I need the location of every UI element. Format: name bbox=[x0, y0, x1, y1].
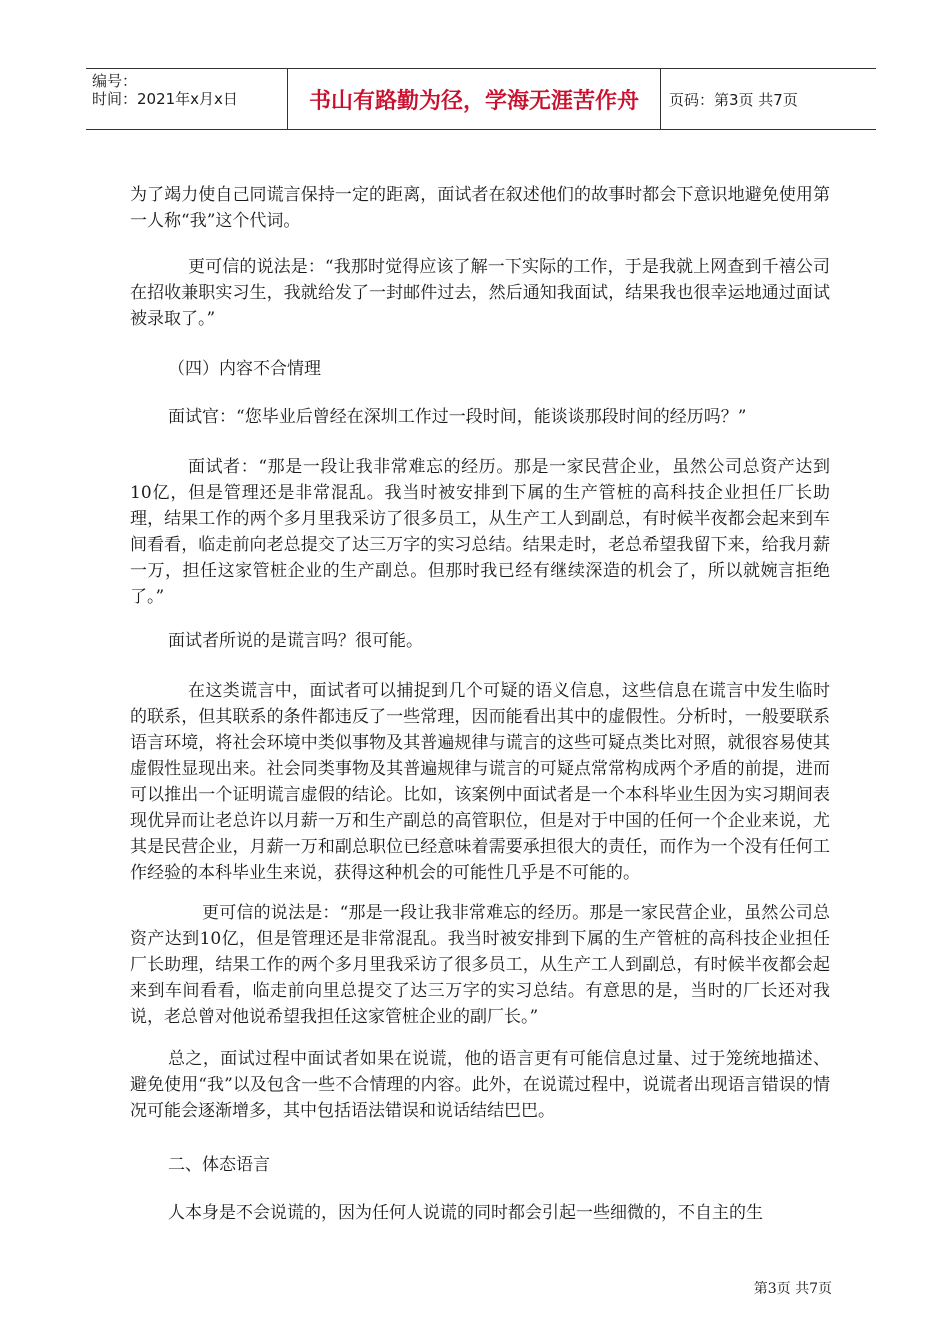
time-label: 时间：2021年x月x日 bbox=[92, 90, 238, 108]
paragraph-interviewer: 面试官：“您毕业后曾经在深圳工作过一段时间，能谈谈那段时间的经历吗？” bbox=[168, 407, 747, 427]
number-label: 编号： bbox=[92, 72, 138, 90]
paragraph-2: 更可信的说法是：“我那时觉得应该了解一下实际的工作，于是我就上网查到千禧公司在招收兼职实习生，我就给发了一封邮件过去，然后通知我面试，结果我也很幸运地通过面试被录取了。” bbox=[130, 257, 830, 329]
section-heading-body-language: 二、体态语言 bbox=[168, 1155, 270, 1175]
paragraph-body-language: 人本身是不会说谎的，因为任何人说谎的同时都会引起一些细微的，不自主的生 bbox=[168, 1203, 763, 1223]
page-header bbox=[86, 68, 876, 130]
paragraph-1: 为了竭力使自己同谎言保持一定的距离，面试者在叙述他们的故事时都会下意识地避免使用第一人称“我”这个代词。 bbox=[130, 185, 830, 231]
header-page-label: 页码：第3页 共7页 bbox=[669, 90, 798, 109]
paragraph-analysis: 在这类谎言中，面试者可以捕捉到几个可疑的语义信息，这些信息在谎言中发生临时的联系，但其联系的条件都违反了一些常理，因而能看出其中的虚假性。分析时，一般要联系语言环境，将社会环境中类似事物及其普遍规律与谎言的这些可疑点类比对照，就很容易使其虚假性显现出来。社会同类事物及其普遍规律与谎言的可疑点常常构成两个矛盾的前提，进而可以推出一个证明谎言虚假的结论。比如，该案例中面试者是一个本科毕业生因为实习期间表现优异而让老总许以月薪一万和生产副总的高管职位，但是对于中国的任何一个企业来说，尤其是民营企业，月薪一万和副总职位已经意味着需要承担很大的责任，而作为一个没有任何工作经验的本科毕业生来说，获得这种机会的可能性几乎是不可能的。 bbox=[130, 681, 830, 883]
paragraph-interviewee: 面试者：“那是一段让我非常难忘的经历。那是一家民营企业，虽然公司总资产达到10亿，但是管理还是非常混乱。我当时被安排到下属的生产管桩的高科技企业担任厂长助理，结果工作的两个多月里我采访了很多员工，从生产工人到副总，有时候半夜都会起来到车间看看，临走前向老总提交了达三万字的实习总结。结果走时，老总希望我留下来，给我月薪一万，担任这家管桩企业的生产副总。但那时我已经有继续深造的机会了，所以就婉言拒绝了。” bbox=[130, 457, 830, 607]
header-motto: 书山有路勤为径，学海无涯苦作舟 bbox=[288, 69, 661, 129]
paragraph-credible: 更可信的说法是：“那是一段让我非常难忘的经历。那是一家民营企业，虽然公司总资产达到10亿，但是管理还是非常混乱。我当时被安排到下属的生产管桩的高科技企业担任厂长助理，结果工作的两个多月里我采访了很多员工，从生产工人到副总，有时候半夜都会起来到车间看看，临走前向里总提交了达三万字的实习总结。有意思的是，当时的厂长还对我说，老总曾对他说希望我担任这家管桩企业的副厂长。” bbox=[130, 903, 830, 1027]
paragraph-summary: 总之，面试过程中面试者如果在说谎，他的语言更有可能信息过量、过于笼统地描述、避免使用“我”以及包含一些不合情理的内容。此外，在说谎过程中，说谎者出现语言错误的情况可能会逐渐增多，其中包括语法错误和说话结结巴巴。 bbox=[130, 1049, 830, 1121]
page-footer: 第3页 共7页 bbox=[753, 1281, 832, 1297]
paragraph-question: 面试者所说的是谎言吗？很可能。 bbox=[168, 631, 423, 651]
header-meta bbox=[86, 69, 288, 129]
section-heading-4: （四）内容不合情理 bbox=[168, 359, 321, 379]
